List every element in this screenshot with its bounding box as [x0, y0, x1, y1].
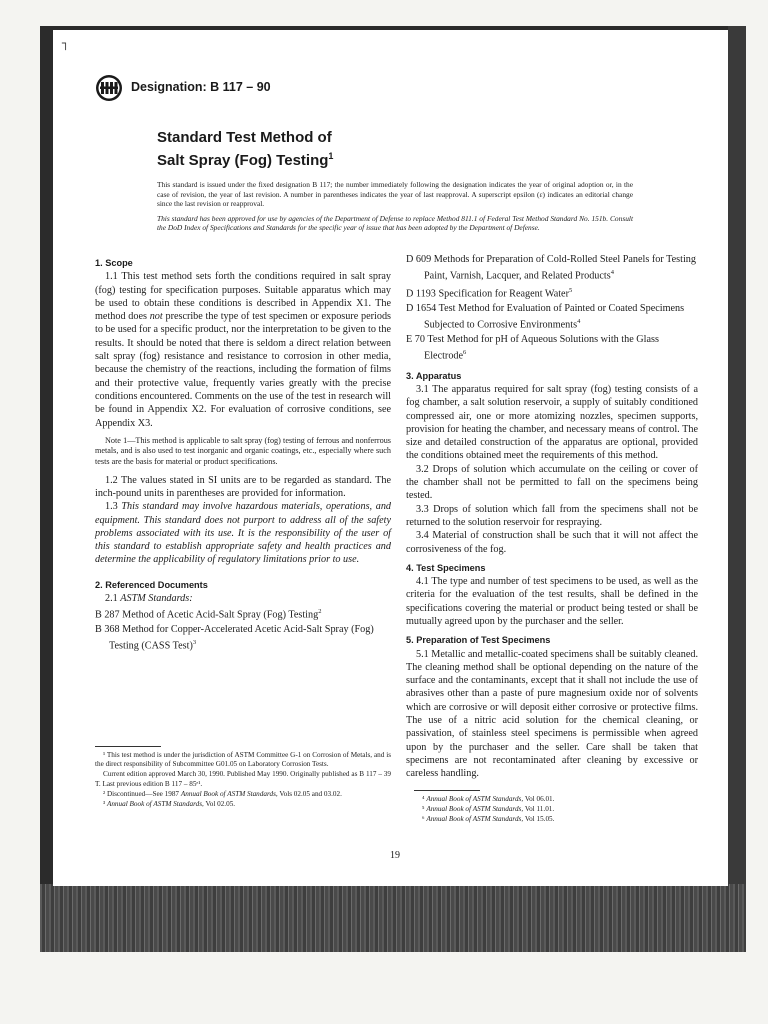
paragraph-1-1 [95, 270, 391, 430]
right-column [406, 253, 698, 781]
paragraph-4-1: 4.1 The type and number of test specimens to be used, as well as the criteria for the evaluation of the test results, shall be defined in the specifications covering the material or product being tested or shall be mutually agreed upon by the purchaser and the seller. [406, 576, 698, 627]
dod-approval-statement: This standard has been approved for use by agencies of the Department of Defense to replace Method 811.1 of Federal Test Method Standard No. 151b. Consult the DoD Index of Specifications and Standards for the specific year of issue that has been adopted by the Department of Defense. [157, 213, 633, 233]
footnote-1: ¹ This test method is under the jurisdiction of ASTM Committee G-1 on Corrosion of Metals, and is the direct responsibility of Subcommittee G01.05 on Laboratory Corrosion Tests. [95, 751, 391, 769]
paragraph-5-1: 5.1 Metallic and metallic-coated specimens shall be suitably cleaned. The cleaning method shall be optional depending on the nature of the surface and the contaminants, except that it shall not include the use of abrasives other than a paste of pure magnesium oxide nor of solvents which are corrosive or will deposit either corrosive or protective films. The use of a nitric acid solution for the chemical cleaning, or passivation, of stainless steel specimens is permissible when agreed upon by the purchaser and the seller. Care shall be taken that specimens are not recontaminated after cleaning by excessive or careless handling. [406, 648, 698, 780]
title-footnote-marker: 1 [328, 151, 334, 161]
title-line-2-text: Salt Spray (Fog) Testing [157, 152, 329, 169]
document-title [157, 128, 333, 170]
section-heading-preparation: 5. Preparation of Test Specimens [406, 635, 551, 646]
footnote-6: ⁶ Annual Book of ASTM Standards, Vol 15.05. [422, 815, 555, 824]
paragraph-1-1-rest: prescribe the type of test specimen or exposure periods to be used for a specific product, nor the interpretation to be given to the results. It should be noted that there is seldom a direct relation between salt spray (fog) resistance and resistance to corrosion in other media, because the chemistry of the reactions, including the formation of films and their protective value, frequently varies greatly with the precise conditions encountered. Comments on the use of the test in research will be found in Appendix X2. For evaluation of corrosive conditions, see Appendix X3. [95, 311, 391, 429]
paragraph-1-3-text: This standard may involve hazardous materials, operations, and equipment. This standard does not purport to address all of the safety problems associated with its use. It is the responsibility of the user of this standard to establish appropriate safety and health practices and determine the applicability of regulatory limitations prior to use. [95, 501, 392, 566]
footnotes-right [414, 790, 694, 826]
title-line-1: Standard Test Method of [157, 129, 332, 146]
paragraph-1-1-emphasis: not [149, 311, 163, 323]
footnote-5: ⁵ Annual Book of ASTM Standards, Vol 11.01. [422, 805, 555, 814]
subsection-2-1 [95, 592, 391, 605]
preamble [157, 180, 633, 238]
paragraph-3-2: 3.2 Drops of solution which accumulate on the ceiling or cover of the chamber shall not be permitted to fall on the specimens being tested. [406, 463, 698, 502]
section-heading-test-specimens: 4. Test Specimens [406, 562, 486, 573]
referenced-documents-list-right [406, 253, 698, 363]
footnote-4: ⁴ Annual Book of ASTM Standards, Vol 06.01. [422, 795, 555, 803]
left-column [95, 257, 391, 654]
list-item: D 1654 Test Method for Evaluation of Painted or Coated Specimens Subjected to Corrosive Environments$^4$ [406, 302, 685, 331]
referenced-documents-list-left [95, 605, 391, 653]
list-item: D 609 Methods for Preparation of Cold-Rolled Steel Panels for Testing Paint, Varnish, Lacquer, and Related Products$^4$ [406, 254, 696, 282]
paragraph-1-3-number: 1.3 [105, 501, 118, 513]
paragraph-3-4: 3.4 Material of construction shall be such that it will not affect the corrosiveness of the fog. [406, 530, 698, 555]
page-number: 19 [390, 850, 400, 861]
paragraph-1-2: 1.2 The values stated in SI units are to be regarded as standard. The inch-pound units in parentheses are provided for information. [95, 474, 391, 499]
list-item: D 1193 Specification for Reagent Water$^5$ [406, 286, 573, 300]
paragraph-3-3: 3.3 Drops of solution which fall from the specimens shall not be returned to the solution reservoir for respraying. [406, 503, 698, 528]
footnotes-left [95, 746, 391, 810]
footnote-divider [414, 790, 480, 791]
scan-bottom-band [40, 884, 746, 952]
section-heading-scope: 1. Scope [95, 258, 133, 268]
section-heading-apparatus: 3. Apparatus [406, 370, 462, 381]
footnote-2: ² Discontinued—See 1987 Annual Book of ASTM Standards, Vols 02.05 and 03.02. [103, 789, 342, 798]
paragraph-1-3 [95, 500, 391, 566]
list-item: B 368 Method for Copper-Accelerated Acetic Acid-Salt Spray (Fog) Testing (CASS Test)$^3$ [95, 624, 374, 652]
corner-mark: ┐ [62, 36, 70, 50]
subsection-2-1-label: ASTM Standards: [120, 593, 193, 605]
issuance-statement: This standard is issued under the fixed designation B 117; the number immediately following the designation indicates the year of original adoption or, in the case of revision, the year of last revision. A number in parentheses indicates the year of last reapproval. A superscript epsilon (ε) indicates an editorial change since the last revision or reapproval. [157, 180, 633, 209]
astm-logo-icon [95, 74, 123, 102]
paragraph-1-1-text: 1.1 This test method sets forth the conditions required in salt spray (fog) testing for specification purposes. Suitable apparatus which may be used to obtain these conditions is described in Appendix X1. The method does [95, 271, 391, 323]
subsection-2-1-number: 2.1 [105, 593, 118, 605]
footnote-divider [95, 746, 161, 747]
paragraph-3-1: 3.1 The apparatus required for salt spray (fog) testing consists of a fog chamber, a salt solution reservoir, a supply of suitably conditioned compressed air, one or more atomizing nozzles, specimen supports, provision for heating the chamber, and necessary means of control. The size and detailed construction of the apparatus are optional, provided the conditions obtained meet the requirements of this method. [406, 383, 698, 462]
section-heading-referenced-documents: 2. Referenced Documents [95, 579, 208, 590]
list-item: B 287 Method of Acetic Acid-Salt Spray (Fog) Testing$^2$ [95, 608, 322, 621]
designation: Designation: B 117 – 90 [131, 80, 271, 94]
footnote-3: ³ Annual Book of ASTM Standards, Vol 02.05. [103, 800, 236, 809]
note-1: Note 1—This method is applicable to salt spray (fog) testing of ferrous and nonferrous metals, and is also used to test inorganic and organic coatings, etc., especially where such tests are the basis for material or product specifications. [95, 435, 391, 467]
scan-edge-shadow [728, 26, 746, 952]
list-item: E 70 Test Method for pH of Aqueous Solutions with the Glass Electrode$^6$ [406, 333, 659, 362]
footnote-1-edition: Current edition approved March 30, 1990. Published May 1990. Originally published as B 117 – 39 T. Last previous edition B 117 – 85ᵉ¹. [95, 770, 391, 788]
title-line-2 [157, 147, 333, 170]
